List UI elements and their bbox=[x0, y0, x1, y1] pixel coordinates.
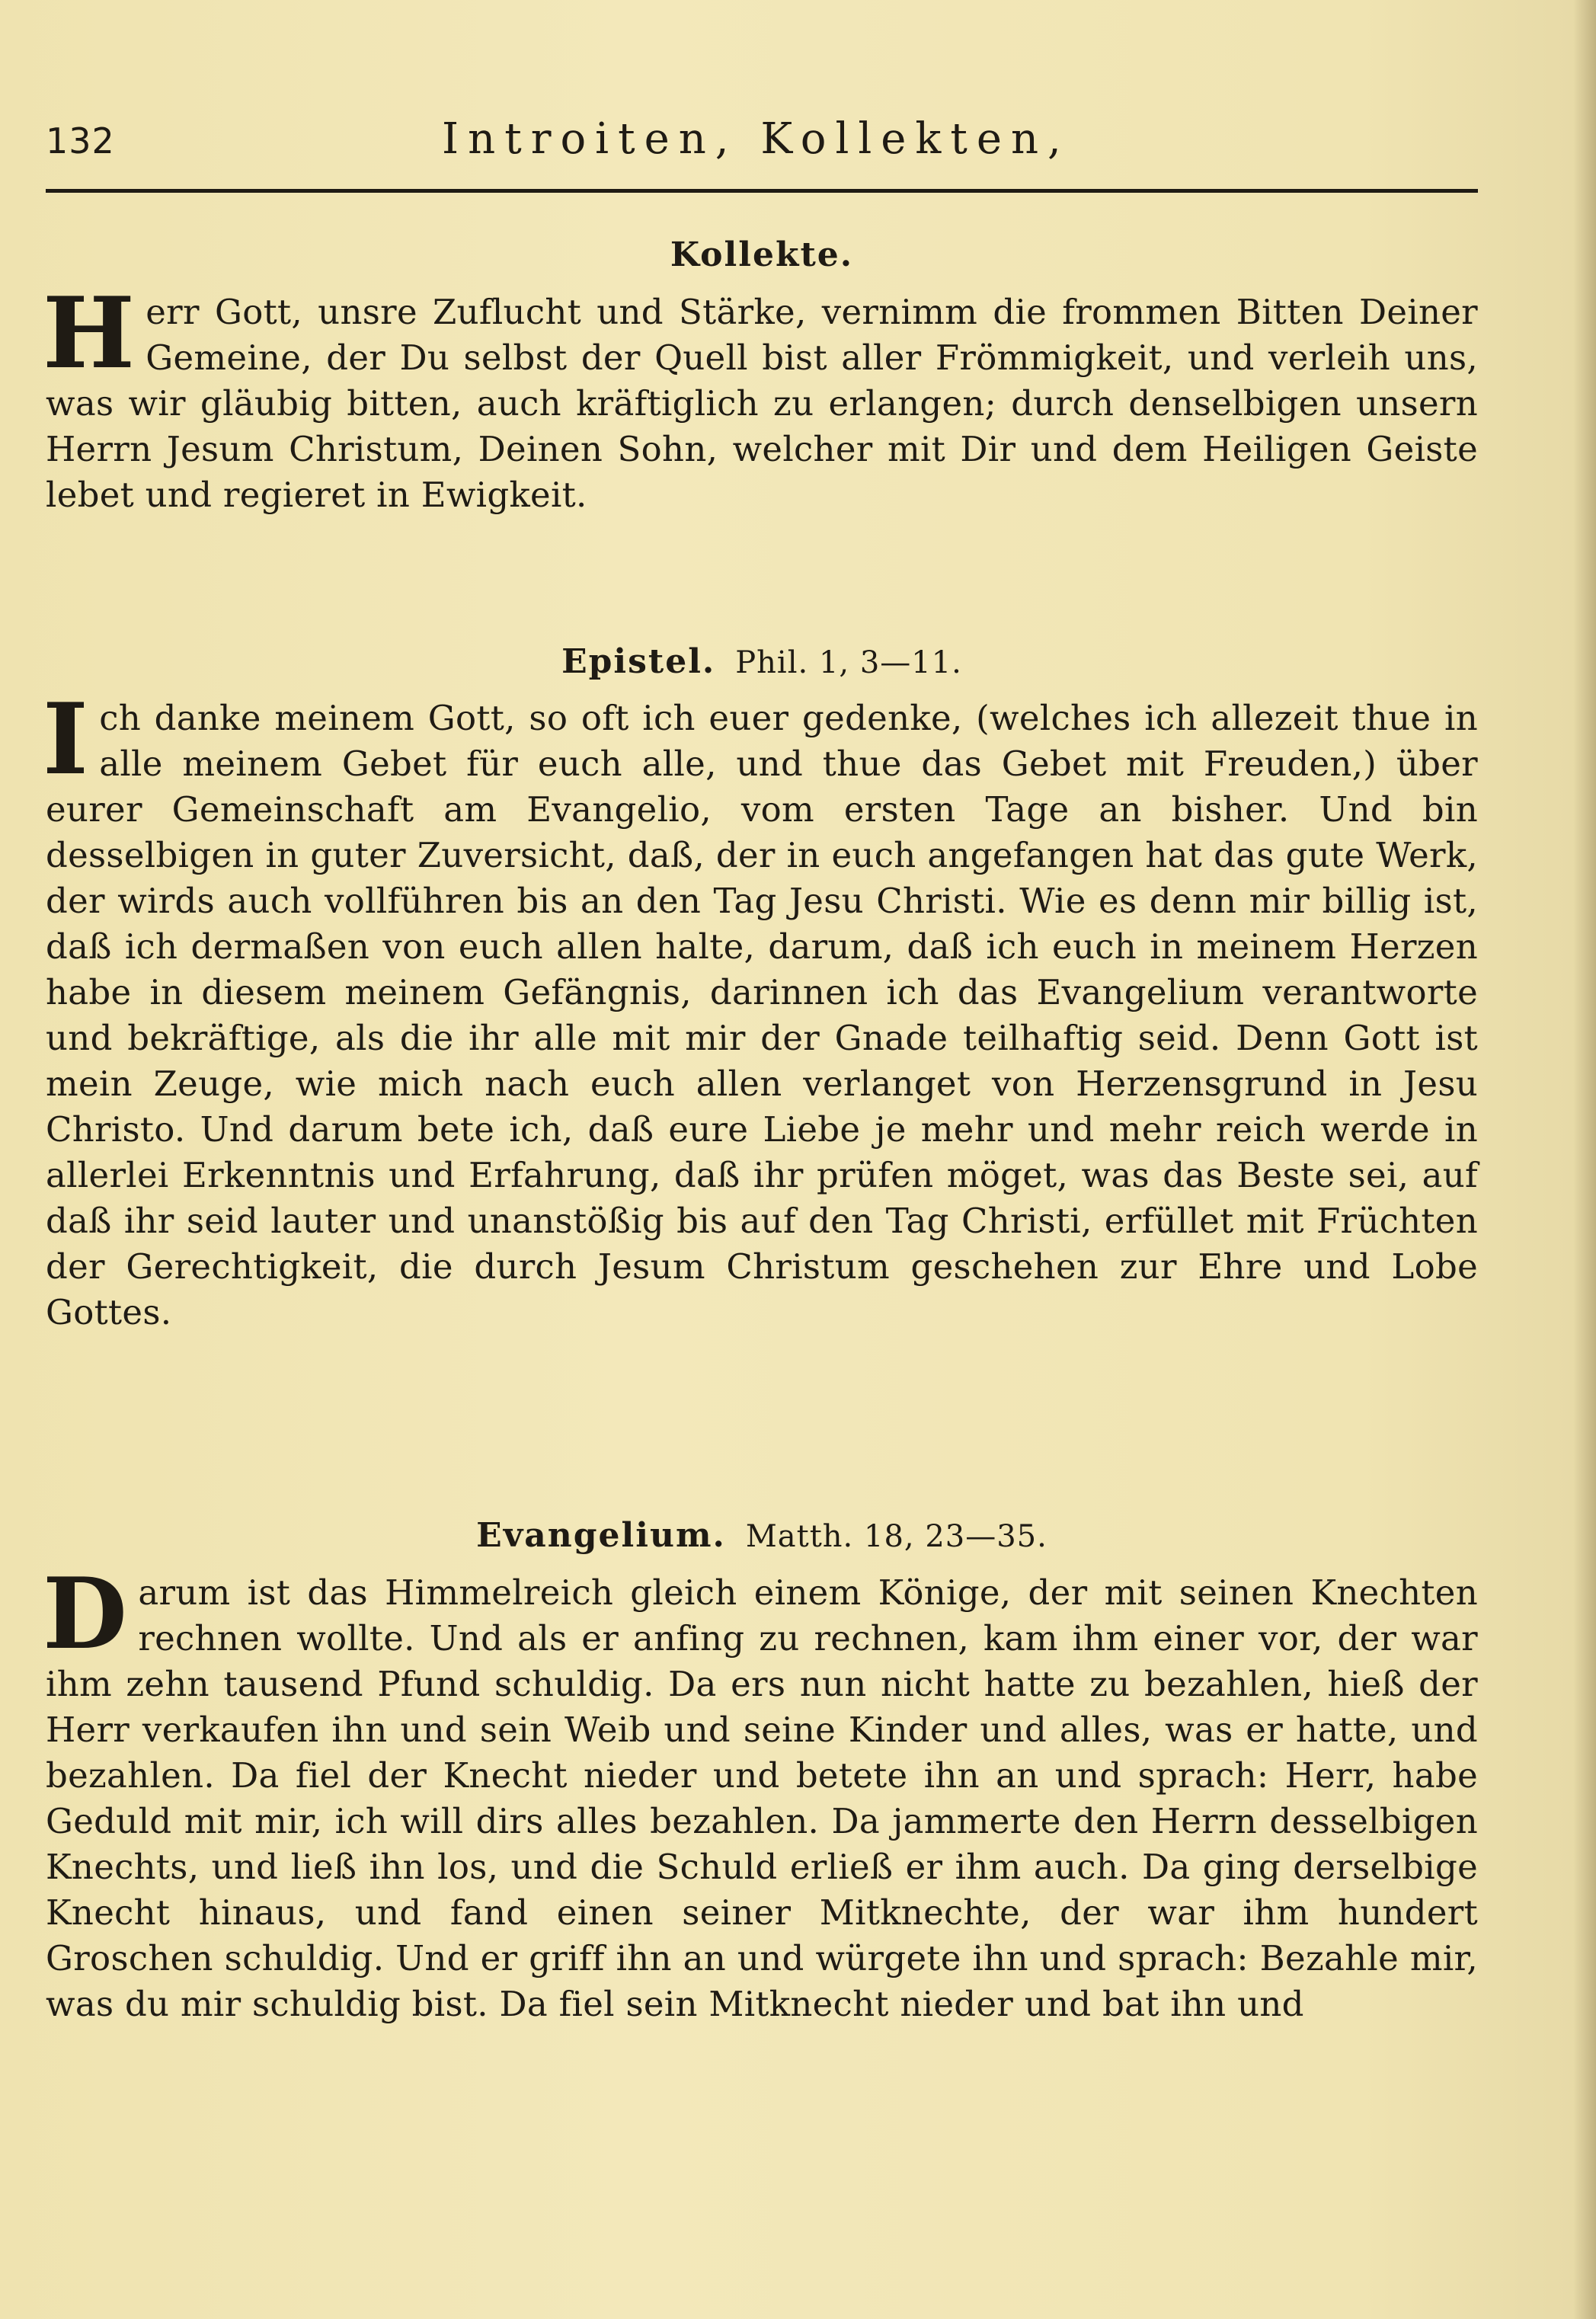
page-body bbox=[43, 221, 1478, 2164]
section-title: Evangelium. bbox=[476, 1516, 726, 1555]
drop-cap: D bbox=[43, 1557, 128, 1671]
scripture-reference: Phil. 1, 3—11. bbox=[735, 645, 962, 680]
section-heading-evangelium bbox=[46, 1502, 1478, 1570]
section-heading-kollekte bbox=[46, 221, 1478, 289]
scripture-reference: Matth. 18, 23—35. bbox=[745, 1519, 1047, 1554]
paragraph-text: ch danke meinem Gott, so oft ich euer gedenke, (welches ich allezeit thue in alle meinem Gebet für euch alle, und thue das Gebet mit Freuden,) über eurer Gemeinschaft am Evangelio, vom ersten Tage an bisher. Und bin desselbigen in guter Zuversicht, daß, der in euch angefangen hat das gute Werk, der wirds auch vollführen bis an den Tag Jesu Christi. Wie es denn mir billig ist, daß ich dermaßen von euch allen halte, darum, daß ich euch in meinem Herzen habe in diesem meinem Gefängnis, darinnen ich das Evangelium verantworte und bekräftige, als die ihr alle mit mir der Gnade teilhaftig seid. Denn Gott ist mein Zeuge, wie mich nach euch allen verlanget von Herzensgrund in Jesu Christo. Und darum bete ich, daß eure Liebe je mehr und mehr reich werde in allerlei Erkenntnis und Erfahrung, daß ihr prüfen möget, was das Beste sei, auf daß ihr seid lauter und unanstößig bis auf den Tag Christi, erfüllet mit Früchten der Gerechtigkeit, die durch Jesum Christum geschehen zur Ehre und Lobe Gottes. bbox=[46, 698, 1478, 1332]
page-header bbox=[46, 114, 1478, 168]
drop-cap: I bbox=[43, 683, 89, 797]
page-number: 132 bbox=[46, 120, 115, 162]
page-edge-shadow bbox=[1573, 0, 1596, 2319]
header-rule bbox=[46, 189, 1478, 193]
section-title: Epistel. bbox=[561, 642, 716, 681]
paragraph-text: arum ist das Himmelreich gleich einem Könige, der mit seinen Knechten rechnen wollte. Und als er anfing zu rechnen, kam ihm einer vor, der war ihm zehn tausend Pfund schuldig. Da ers nun nicht hatte zu bezahlen, hieß der Herr verkaufen ihn und sein Weib und seine Kinder und alles, was er hatte, und bezahlen. Da fiel der Knecht nieder und betete ihn an und sprach: Herr, habe Geduld mit mir, ich will dirs alles bezahlen. Da jammerte den Herrn desselbigen Knechts, und ließ ihn los, und die Schuld erließ er ihm auch. Da ging derselbige Knecht hinaus, und fand einen seiner Mitknechte, der war ihm hundert Groschen schuldig. Und er griff ihn an und würgete ihn und sprach: Bezahle mir, was du mir schuldig bist. Da fiel sein Mitknecht nieder und bat ihn und bbox=[46, 1572, 1478, 2024]
paragraph-text: err Gott, unsre Zuflucht und Stärke, vernimm die frommen Bitten Deiner Gemeine, der Du selbst der Quell bist aller Frömmigkeit, und verleih uns, was wir gläubig bitten, auch kräftiglich zu erlangen; durch denselbigen unsern Herrn Jesum Christum, Deinen Sohn, welcher mit Dir und dem Heiligen Geiste lebet und regieret in Ewigkeit. bbox=[46, 292, 1478, 515]
paragraph-kollekte bbox=[43, 277, 1478, 621]
paragraph-epistel bbox=[43, 683, 1478, 1495]
section-title: Kollekte. bbox=[670, 235, 854, 274]
drop-cap: H bbox=[43, 277, 136, 391]
section-heading-epistel bbox=[46, 629, 1478, 696]
paragraph-evangelium bbox=[43, 1557, 1478, 2164]
running-head: Introiten, Kollekten, bbox=[442, 114, 1070, 164]
